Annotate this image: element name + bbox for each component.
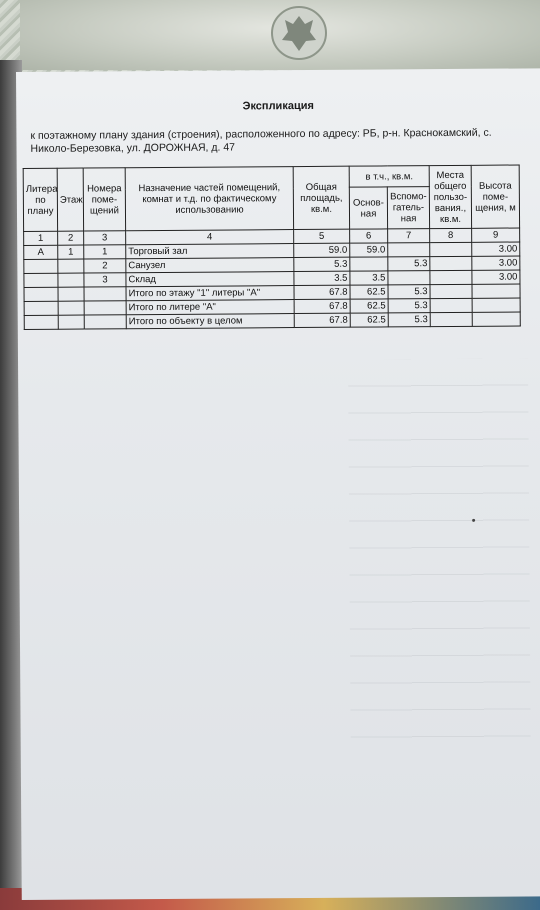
cell-vysota: 3.00: [472, 270, 520, 284]
cell-vspom: [388, 271, 430, 285]
header-mesta: Места общего пользо-вания., кв.м.: [429, 165, 471, 228]
cell-vysota: 3.00: [472, 242, 520, 256]
header-vspom: Вспомо-гатель-ная: [387, 187, 429, 229]
header-etazh: Этаж: [57, 168, 83, 231]
total-vspom: 5.3: [388, 299, 430, 313]
cell-osnovnaya: [350, 257, 388, 271]
total-label: Итого по объекту в целом: [126, 314, 294, 329]
header-vtch: в т.ч., кв.м.: [349, 166, 429, 188]
cell-vysota: 3.00: [472, 256, 520, 270]
paper-speck: [472, 519, 475, 522]
cell-mesta: [430, 270, 472, 284]
cell-litera: [24, 259, 58, 273]
cell-obshaya: 59.0: [294, 243, 350, 257]
column-number: 2: [58, 231, 84, 245]
column-number: 6: [350, 229, 388, 243]
total-osnovnaya: 62.5: [350, 285, 388, 299]
total-obshaya: 67.8: [294, 299, 350, 313]
cell-vspom: [388, 243, 430, 257]
cell-etazh: [58, 273, 84, 287]
total-osnovnaya: 62.5: [350, 313, 388, 327]
cell-naznachenie: Торговый зал: [126, 244, 294, 259]
total-osnovnaya: 62.5: [350, 299, 388, 313]
header-osnovnaya: Основ-ная: [349, 187, 387, 229]
total-obshaya: 67.8: [294, 313, 350, 327]
cell-osnovnaya: 3.5: [350, 271, 388, 285]
cell-nomer: 1: [84, 245, 126, 259]
explication-table: [23, 164, 521, 329]
header-obshaya: Общая площадь, кв.м.: [293, 166, 349, 229]
column-number: 4: [126, 230, 294, 245]
cell-obshaya: 5.3: [294, 257, 350, 271]
total-label: Итого по этажу "1" литеры "А": [126, 286, 294, 301]
column-number: 9: [472, 228, 520, 242]
header-litera: Литера по плану: [23, 168, 57, 231]
cell-litera: А: [24, 245, 58, 259]
show-through-lines: [348, 358, 531, 759]
total-vspom: 5.3: [388, 313, 430, 327]
cell-naznachenie: Санузел: [126, 258, 294, 273]
header-row-1: [23, 165, 519, 190]
address-text: [30, 127, 500, 156]
header-nomera: Номера поме-щений: [83, 168, 125, 231]
total-row: [24, 312, 520, 329]
cell-obshaya: 3.5: [294, 271, 350, 285]
cell-mesta: [430, 242, 472, 256]
column-number: 7: [388, 229, 430, 243]
total-obshaya: 67.8: [294, 285, 350, 299]
cell-naznachenie: Склад: [126, 272, 294, 287]
document-page: [16, 68, 540, 900]
column-number: 8: [430, 228, 472, 242]
cell-nomer: 2: [84, 259, 126, 273]
column-number: 3: [84, 231, 126, 245]
address-line-1: к поэтажному плану здания (строения), расположенного по адресу: РБ, р-н. Краснокамский, с.: [30, 126, 492, 142]
cell-mesta: [430, 256, 472, 270]
header-naznachenie: Назначение частей помещений, комнат и т.д. по фактическому использованию: [125, 167, 293, 231]
document-title: Экспликация: [242, 99, 314, 113]
total-label: Итого по литере "А": [126, 300, 294, 315]
total-vspom: 5.3: [388, 285, 430, 299]
cell-vspom: 5.3: [388, 257, 430, 271]
column-number: 1: [24, 231, 58, 245]
cell-osnovnaya: 59.0: [350, 243, 388, 257]
coat-of-arms-emblem-icon: [268, 4, 330, 62]
cell-litera: [24, 273, 58, 287]
address-line-2: Николо-Березовка, ул. ДОРОЖНАЯ, д. 47: [30, 141, 236, 155]
cell-etazh: 1: [58, 245, 84, 259]
cell-etazh: [58, 259, 84, 273]
cell-nomer: 3: [84, 273, 126, 287]
header-vysota: Высота поме-щения, м: [471, 165, 519, 228]
column-number: 5: [294, 229, 350, 243]
